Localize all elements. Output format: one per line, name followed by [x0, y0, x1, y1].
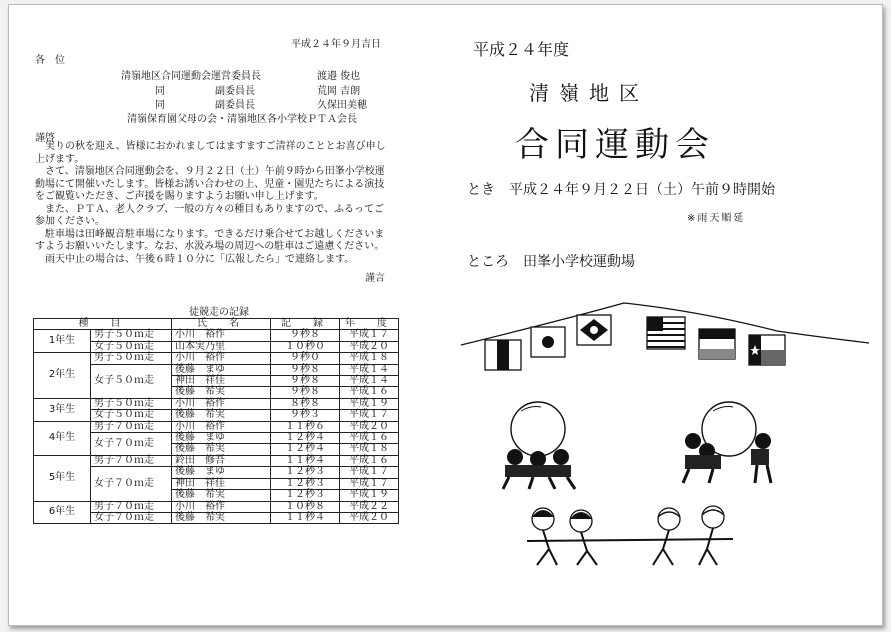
year-cell: 平成２０	[340, 512, 399, 523]
tug-of-war-illustration	[523, 499, 735, 571]
name-cell: 後藤 まゆ	[172, 364, 271, 375]
sender-name-2: 荒岡 吉朗	[317, 86, 361, 97]
event-cell: 男子７０ｍ走	[91, 501, 172, 512]
flyer-rain-note: ※雨天順延	[687, 213, 746, 224]
name-cell: 神田 祥佳	[172, 478, 271, 489]
year-cell: 平成２０	[340, 341, 399, 352]
event-cell: 女子７０ｍ走	[91, 433, 172, 456]
record-cell: ９秒８	[271, 364, 340, 375]
name-cell: 小川 裕作	[172, 398, 271, 409]
flag-bunting-illustration	[459, 293, 879, 378]
records-title: 徒競走の記録	[189, 307, 249, 318]
record-cell: １２秒３	[271, 467, 340, 478]
ball-push-illustration-right	[679, 399, 775, 487]
record-cell: １２秒３	[271, 478, 340, 489]
record-cell: １１秒４	[271, 512, 340, 523]
year-cell: 平成１７	[340, 330, 399, 341]
sender-role-1: 清嶺地区合同運動会運営委員長	[121, 71, 261, 82]
header-event: 種 目	[34, 319, 172, 330]
flag-korea-icon	[577, 315, 611, 345]
sender-role-3: 同 副委員長	[155, 100, 255, 111]
name-cell: 鈴田 修吾	[172, 455, 271, 466]
name-cell: 小川 裕作	[172, 353, 271, 364]
name-cell: 小川 裕作	[172, 330, 271, 341]
record-cell: ８秒８	[271, 398, 340, 409]
letter-recipient: 各 位	[35, 55, 65, 66]
year-cell: 平成１８	[340, 444, 399, 455]
name-cell: 小川 裕作	[172, 421, 271, 432]
flag-stripes-icon	[699, 329, 735, 359]
year-cell: 平成１９	[340, 490, 399, 501]
sender-role-2: 同 副委員長	[155, 86, 255, 97]
record-cell: １２秒４	[271, 433, 340, 444]
flyer-fiscal-year: 平成２４年度	[473, 40, 570, 59]
name-cell: 小川 裕作	[172, 501, 271, 512]
grade-cell: 4年生	[34, 421, 91, 455]
record-cell: １２秒３	[271, 490, 340, 501]
year-cell: 平成１６	[340, 455, 399, 466]
table-row	[34, 421, 399, 432]
name-cell: 後藤 まゆ	[172, 433, 271, 444]
name-cell: 神田 祥佳	[172, 376, 271, 387]
header-name: 氏 名	[172, 319, 271, 330]
record-cell: ９秒８	[271, 387, 340, 398]
record-cell: ９秒３	[271, 410, 340, 421]
year-cell: 平成１４	[340, 376, 399, 387]
year-cell: 平成１８	[340, 353, 399, 364]
name-cell: 後藤 希実	[172, 387, 271, 398]
event-cell: 女子５０ｍ走	[91, 341, 172, 352]
name-cell: 後藤 希実	[172, 512, 271, 523]
flag-usa-icon	[647, 317, 685, 349]
record-cell: １１秒６	[271, 421, 340, 432]
grade-cell: 5年生	[34, 455, 91, 501]
flyer-title: 合同運動会	[515, 125, 715, 165]
letter-body	[35, 141, 391, 266]
grade-cell: 1年生	[34, 330, 91, 353]
name-cell: 山本実乃里	[172, 341, 271, 352]
event-cell: 男子７０ｍ走	[91, 421, 172, 432]
grade-cell: 6年生	[34, 501, 91, 524]
year-cell: 平成１７	[340, 410, 399, 421]
record-cell: ９秒８	[271, 376, 340, 387]
letter-date: 平成２４年９月吉日	[291, 39, 381, 50]
flyer-where: ところ 田峯小学校運動場	[467, 254, 635, 270]
record-cell: １２秒４	[271, 444, 340, 455]
grade-cell: 2年生	[34, 353, 91, 399]
event-cell: 男子５０ｍ走	[91, 353, 172, 364]
event-cell: 男子５０ｍ走	[91, 398, 172, 409]
year-cell: 平成１６	[340, 387, 399, 398]
letter-paragraph-4: 駐車場は田峰観音駐車場になります。できるだけ乗合せてお越しくださいますようお願いいたします。なお、水汲み場の周辺への駐車はご遠慮ください。	[35, 228, 385, 252]
letter-paragraph-1: 実りの秋を迎え、皆様におかれましてはますますご清祥のこととお喜び申し上げます。	[35, 141, 386, 165]
letter-paragraph-5: 雨天中止の場合は、午後６時１０分に「広報したら」で連絡します。	[45, 253, 355, 265]
sender-name-3: 久保田美穂	[317, 100, 367, 111]
letter-paragraph-2: さて、清嶺地区合同運動会を、９月２２日（土）午前９時から田峯小学校運動場にて開催いたします。皆様お誘い合わせの上、児童・園児たちによる演技をご観覧いただき、ご声援を賜りますようお願い申し上げます。	[35, 166, 385, 202]
ball-push-illustration-left	[493, 399, 583, 491]
grade-cell: 3年生	[34, 398, 91, 421]
year-cell: 平成１６	[340, 433, 399, 444]
year-cell: 平成１７	[340, 478, 399, 489]
header-year: 年 度	[340, 319, 399, 330]
flag-japan-icon	[531, 327, 565, 357]
record-cell: ９秒０	[271, 353, 340, 364]
year-cell: 平成１７	[340, 467, 399, 478]
name-cell: 後藤 希実	[172, 490, 271, 501]
name-cell: 後藤 希実	[172, 410, 271, 421]
flag-texas-icon	[749, 335, 785, 365]
event-cell: 女子７０ｍ走	[91, 512, 172, 523]
year-cell: 平成２０	[340, 421, 399, 432]
flag-1-icon	[485, 340, 521, 370]
event-cell: 女子７０ｍ走	[91, 467, 172, 501]
event-cell: 男子７０ｍ走	[91, 455, 172, 466]
record-cell: １０秒０	[271, 341, 340, 352]
letter-opening: 謹啓	[35, 133, 55, 144]
flyer-district: 清嶺地区	[529, 81, 649, 105]
name-cell: 後藤 希実	[172, 444, 271, 455]
sender-name-1: 渡邉 俊也	[317, 71, 361, 82]
name-cell: 後藤 まゆ	[172, 467, 271, 478]
flyer-when: とき 平成２４年９月２２日（土）午前９時開始	[467, 182, 775, 198]
document-sheet	[8, 4, 883, 626]
header-record: 記 録	[271, 319, 340, 330]
year-cell: 平成２２	[340, 501, 399, 512]
record-cell: １１秒４	[271, 455, 340, 466]
letter-paragraph-3: また、ＰＴＡ、老人クラブ、一般の方々の種目もありますので、ふるってご参加ください。	[35, 203, 384, 227]
event-cell: 男子５０ｍ走	[91, 330, 172, 341]
table-row	[34, 353, 399, 364]
year-cell: 平成１９	[340, 398, 399, 409]
letter-closing: 謹言	[365, 273, 385, 284]
sender-org: 清嶺保育園父母の会・清嶺地区各小学校ＰＴＡ会長	[127, 114, 357, 125]
table-row	[34, 330, 399, 341]
record-cell: １０秒８	[271, 501, 340, 512]
year-cell: 平成１４	[340, 364, 399, 375]
event-cell: 女子５０ｍ走	[91, 364, 172, 398]
record-cell: ９秒８	[271, 330, 340, 341]
records-table	[33, 318, 399, 524]
table-row	[34, 501, 399, 512]
event-cell: 女子５０ｍ走	[91, 410, 172, 421]
